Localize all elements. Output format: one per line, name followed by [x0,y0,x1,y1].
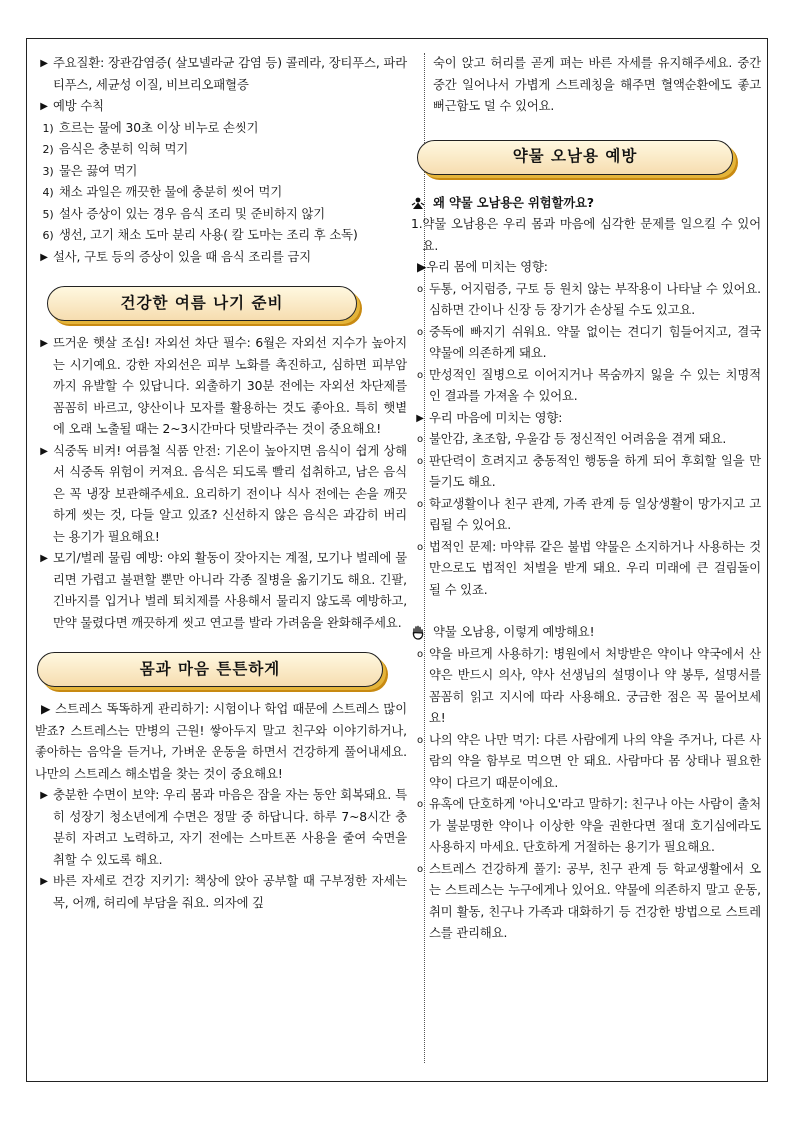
list-item: o 나의 약은 나만 먹기: 다른 사람에게 나의 약을 주거나, 다른 사람의 약을 함부로 먹으면 안 돼요. 사람마다 몸 상태나 필요한 약이 다르기 때문이에요. [416,732,761,790]
rule-item: 1) 흐르는 물에 30초 이상 비누로 손씻기 [42,120,259,135]
prevention-rules [35,118,407,247]
rule-item: 6) 생선, 고기 채소 도마 분리 사용( 칼 도마는 조리 후 소독) [42,228,358,242]
rule-item: 5) 설사 증상이 있는 경우 음식 조리 및 준비하지 않기 [42,206,326,221]
mind-effects-label: ▶ 우리 마음에 미치는 영향: [416,410,563,425]
prevent-heading: 약물 오남용, 이렇게 예방해요! [411,622,761,644]
list-item: o 판단력이 흐려지고 충동적인 행동을 하게 되어 후회할 일을 만들기도 해요. [416,453,761,489]
list-item: ▶ 설사, 구토 등의 증상이 있을 때 음식 조리를 금지 [40,249,312,264]
left-column [35,39,407,914]
section-title-summer: 건강한 여름 나기 준비 [47,286,357,321]
list-item: o 학교생활이나 친구 관계, 가족 관계 등 일상생활이 망가지고 고립될 수 있어요. [416,496,761,532]
list-item: ▶ 충분한 수면이 보약: 우리 몸과 마음은 잠을 자는 동안 회복돼요. 특히 성장기 청소년에게 수면은 정말 중 하답니다. 하루 7~8시간 충분히 자려고 노력하고, 자기 전에는 스마트폰 사용을 줄여 숙면을 취할 수 있도록 해요. [40,788,407,867]
list-item: o 불안감, 초조함, 우울감 등 정신적인 어려움을 겪게 돼요. [416,432,727,446]
stress-paragraph: ▶ 스트레스 똑똑하게 관리하기: 시험이나 학업 때문에 스트레스 많이 받죠? 스트레스는 만병의 근원! 쌓아두지 말고 친구와 이야기하거나, 좋아하는 음악을 듣거나, 가벼운 운동을 하면서 건강하게 풀어내세요. 나만의 스트레스 해소법을 찾는 것이 중요해요! [35,702,407,781]
list-item: ▶ 식중독 비켜! 여름철 식품 안전: 기온이 높아지면 음식이 쉽게 상해서 식중독 위험이 커져요. 음식은 되도록 빨리 섭취하고, 남은 음식은 꼭 냉장 보관해주세요. 요리하기 전이나 식사 전에는 손을 깨끗하게 씻는 것, 다들 알고 있죠? 신선하지 않은 음식은 과감히 버리는 용기가 필요해요! [40,443,407,544]
body-effects-label: ▶우리 몸에 미치는 영향: [417,260,548,274]
document-page [26,38,768,1082]
list-item: o 만성적인 질병으로 이어지거나 목숨까지 잃을 수 있는 치명적인 결과를 가져올 수 있어요. [416,367,761,403]
rule-item: 3) 물은 끓여 먹기 [42,163,138,178]
rule-item: 2) 음식은 충분히 익혀 먹기 [42,142,189,156]
section-title-drug-misuse: 약물 오남용 예방 [417,140,733,175]
list-item: o 유혹에 단호하게 '아니오'라고 말하기: 친구나 아는 사람이 출처가 불분명한 약이나 이상한 약을 권한다면 절대 호기심에라도 사용하지 마세요. 단호하게 거절하는 용기가 필요해요. [416,797,761,854]
why-intro: 1. 약물 오남용은 우리 몸과 마음에 심각한 문제를 일으킬 수 있어요. [411,217,761,253]
list-item: ▶ 주요질환: 장관감염증( 살모넬라균 감염 등) 콜레라, 장티푸스, 파라티푸스, 세균성 이질, 비브리오패혈증 [40,56,407,92]
list-item: o 약을 바르게 사용하기: 병원에서 처방받은 약이나 약국에서 산 약은 반드시 의사, 약사 선생님의 설명이나 약 봉투, 설명서를 꼼꼼히 읽고 지시에 따라 사용해요. 궁금한 점은 꼭 물어보세요! [416,646,761,725]
continuation-paragraph: 숙이 앉고 허리를 곧게 펴는 바른 자세를 유지해주세요. 중간중간 일어나서 가볍게 스트레칭을 해주면 혈액순환에도 좋고 뻐근함도 덜 수 있어요. [433,56,761,113]
section-title-body-mind: 몸과 마음 튼튼하게 [37,652,383,687]
rule-item: 4) 채소 과일은 깨끗한 물에 충분히 씻어 먹기 [42,185,283,199]
why-heading: 왜 약물 오남용은 위험할까요? [411,193,761,215]
list-item: ▶ 모기/벌레 물림 예방: 야외 활동이 잦아지는 계절, 모기나 벌레에 물리면 가렵고 불편할 뿐만 아니라 각종 질병을 옮기기도 해요. 긴팔, 긴바지를 입거나 벌레 퇴치제를 사용해서 물리지 않도록 예방하고, 만약 물렸다면 깨끗하게 씻고 연고를 발라 가려움을 완화해주세요. [40,551,407,630]
list-item: o 스트레스 건강하게 풀기: 공부, 친구 관계 등 학교생활에서 오는 스트레스는 누구에게나 있어요. 약물에 의존하지 말고 운동, 취미 활동, 친구나 가족과 대화하기 등 건강한 방법으로 스트레스를 관리해요. [416,861,761,940]
raised-hand-icon [411,625,425,640]
list-item: ▶ 뜨거운 햇살 조심! 자외선 차단 필수: 6월은 자외선 지수가 높아지는 시기예요. 강한 자외선은 피부 노화를 촉진하고, 심하면 피부암까지 유발할 수 있답니다. 외출하기 30분 전에는 자외선 차단제를 꼼꼼히 바르고, 양산이나 모자를 활용하는 것도 좋아요. 특히 햇볕에 오래 노출될 때는 2~3시간마다 덧발라주는 것이 중요해요! [40,336,407,436]
list-item: ▶ 바른 자세로 건강 지키기: 책상에 앉아 공부할 때 구부정한 자세는 목, 어깨, 허리에 부담을 줘요. 의자에 깊 [40,874,407,910]
alert-figure-icon [411,196,425,210]
list-item: o 두통, 어지럼증, 구토 등 원치 않는 부작용이 나타날 수 있어요. 심하면 간이나 신장 등 장기가 손상될 수도 있고요. [416,281,761,317]
list-item: o 법적인 문제: 마약류 같은 불법 약물은 소지하거나 사용하는 것만으로도 법적인 처벌을 받게 돼요. 우리 미래에 큰 걸림돌이 될 수 있죠. [416,539,761,597]
list-item: o 중독에 빠지기 쉬워요. 약물 없이는 견디기 힘들어지고, 결국 약물에 의존하게 돼요. [416,324,761,360]
list-item: ▶ 예방 수칙 [40,99,104,113]
right-column [411,39,761,945]
